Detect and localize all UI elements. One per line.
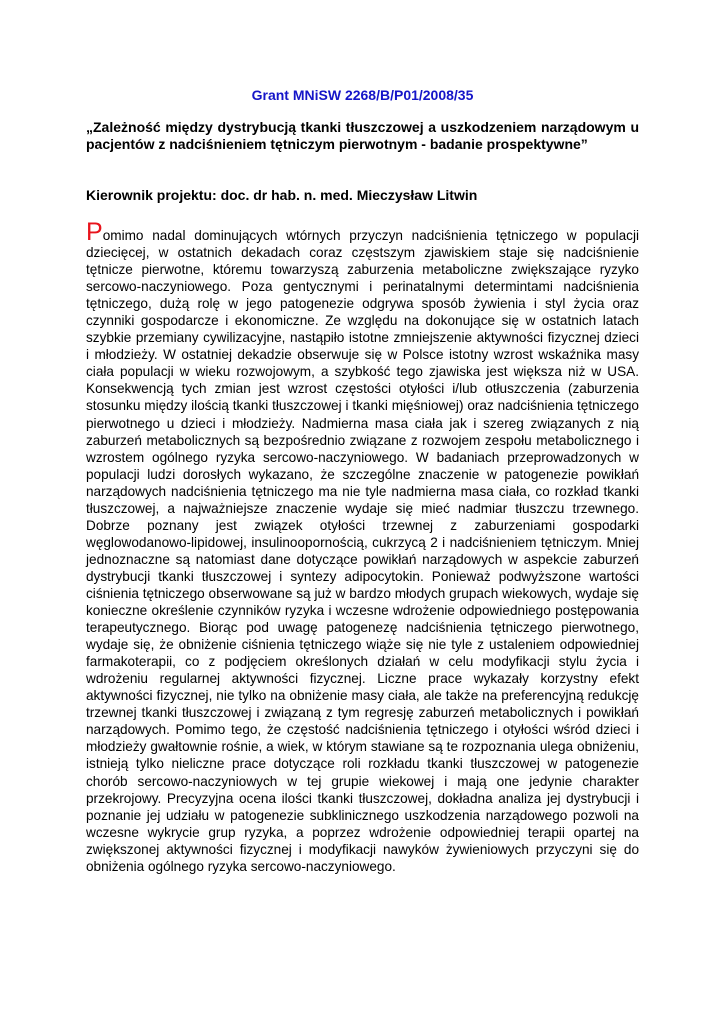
body-paragraph-text: omimo nadal dominujących wtórnych przyczyn nadciśnienia tętniczego w populacji dziecięcej, w ostatnich dekadach coraz częstszym zjawiskiem staje się nadciśnienie tętnicze pierwotne, któremu towarzyszą zaburzenia metaboliczne zwiększające ryzyko sercowo-naczyniowego. Poza gentycznymi i perinatalnymi determintami nadciśnienia tętniczego, dużą rolę w jego patogenezie odgrywa sposób żywienia i styl życia oraz czynniki gospodarcze i ekonomiczne. Ze względu na dokonujące się w ostatnich latach szybkie przemiany cywilizacyjne, nastąpiło istotne zmniejszenie aktywności fizycznej dzieci i młodzieży. W ostatniej dekadzie obserwuje się w Polsce istotny wzrost wskaźnika masy ciała populacji w wieku rozwojowym, a szybkość tego zjawiska jest większa niż w USA. Konsekwencją tych zmian jest wzrost częstości otyłości i/lub otłuszczenia (zaburzenia stosunku między ilością tkanki tłuszczowej i tkanki mięśniowej) oraz nadciśnienia tętniczego pierwotnego u dzieci i młodzieży. Nadmierna masa ciała jak i szereg związanych z nią zaburzeń metabolicznych są bezpośrednio związane z rozwojem zespołu metabolicznego i wzrostem ogólnego ryzyka sercowo-naczyniowego. W badaniach przeprowadzonych w populacji ludzi dorosłych wykazano, że szczególne znaczenie w patogenezie powikłań narządowych nadciśnienia tętniczego ma nie tyle nadmierna masa ciała, co rozkład tkanki tłuszczowej, a najważniejsze znaczenie wydaje się mieć nadmiar tłuszczu trzewnego. Dobrze poznany jest związek otyłości trzewnej z zaburzeniami gospodarki węglowodanowo-lipidowej, insulinoopornością, cukrzycą 2 i nadciśnieniem tętniczym. Mniej jednoznaczne są natomiast dane dotyczące powikłań narządowych w aspekcie zaburzeń dystrybucji tkanki tłuszczowej i syntezy adipocytokin. Ponieważ podwyższone wartości ciśnienia tętniczego obserwowane są już w bardzo młodych grupach wiekowych, wydaje się konieczne określenie czynników ryzyka i wczesne wdrożenie odpowiedniego postępowania terapeutycznego. Biorąc pod uwagę patogenezę nadciśnienia tętniczego pierwotnego, wydaje się, że obniżenie ciśnienia tętniczego wiąże się nie tyle z ustaleniem odpowiedniej farmakoterapii, co z podjęciem określonych działań w celu modyfikacji stylu życia i wdrożeniu regularnej aktywności fizycznej. Liczne prace wykazały korzystny efekt aktywności fizycznej, nie tylko na obniżenie masy ciała, ale także na preferencyjną redukcję trzewnej tkanki tłuszczowej i związaną z tym regresję zaburzeń metabolicznych i powikłań narządowych. Pomimo tego, że częstość nadciśnienia tętniczego i otyłości wśród dzieci i młodzieży gwałtownie rośnie, a wiek, w którym stawiane są te rozpoznania ulega obniżeniu, istnieją tylko nieliczne prace dotyczące roli rozkładu tkanki tłuszczowej w patogenezie chorób sercowo-naczyniowych w tej grupie wiekowej i mają one jedynie charakter przekrojowy. Precyzyjna ocena ilości tkanki tłuszczowej, dokładna analiza jej dystrybucji i poznanie jej udziału w patogenezie subklinicznego uszkodzenia narządowego pozwoli na wczesne wykrycie grup ryzyka, a poprzez wdrożenie odpowiedniej terapii opartej na zwiększonej aktywności fizycznej i modyfikacji nawyków żywieniowych przyczyni się do obniżenia ogólnego ryzyka sercowo-naczyniowego.	[86, 228, 639, 874]
drop-cap-initial: P	[86, 218, 103, 246]
project-manager: Kierownik projektu: doc. dr hab. n. med. Mieczysław Litwin	[86, 187, 478, 203]
grant-number-heading: Grant MNiSW 2268/B/P01/2008/35	[251, 87, 474, 103]
body-paragraph	[86, 218, 639, 875]
project-title: „Zależność między dystrybucją tkanki tłuszczowej a uszkodzeniem narządowym u pacjentów z nadciśnieniem tętniczym pierwotnym - badanie prospektywne”	[86, 119, 639, 152]
